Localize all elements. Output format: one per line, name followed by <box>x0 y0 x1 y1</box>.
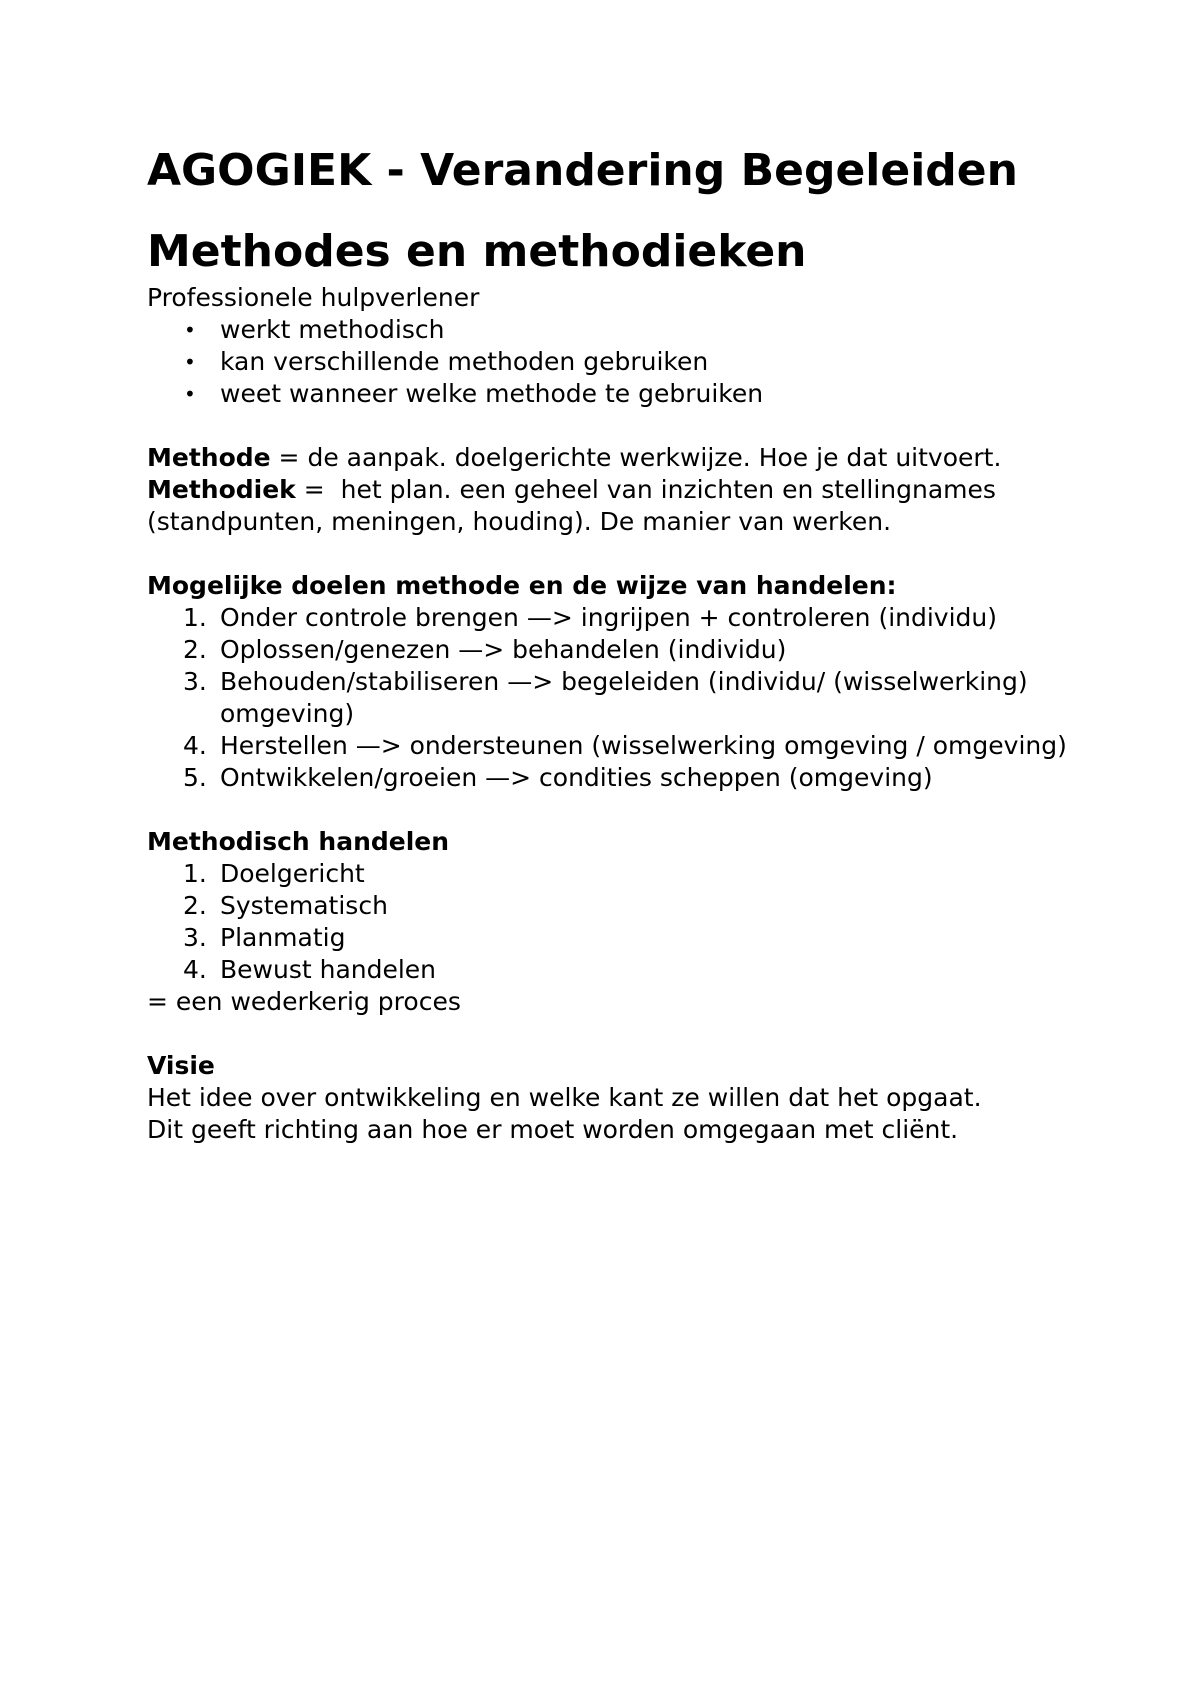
definition-text: = de aanpak. doelgerichte werkwijze. Hoe je dat uitvoert. <box>270 443 1002 472</box>
list-item <box>147 634 1067 666</box>
goals-heading: Mogelijke doelen methode en de wijze van handelen: <box>147 571 897 600</box>
methodical-heading: Methodisch handelen <box>147 827 450 856</box>
list-number: 1. <box>183 603 207 632</box>
list-item <box>147 730 1067 762</box>
list-item-text: werkt methodisch <box>220 315 445 344</box>
methodical-list <box>147 858 1067 986</box>
bullet-icon: • <box>184 318 196 342</box>
list-item-text: Bewust handelen <box>220 955 437 984</box>
methodical-conclusion: = een wederkerig proces <box>147 987 461 1016</box>
spacer <box>147 410 1067 442</box>
bullet-icon: • <box>184 350 196 374</box>
list-number: 3. <box>183 923 207 952</box>
section-title: Methodes en methodieken <box>147 226 807 277</box>
list-item-text: Systematisch <box>220 891 388 920</box>
vision-heading: Visie <box>147 1051 215 1080</box>
intro-text: Professionele hulpverlener <box>147 283 480 312</box>
list-item <box>147 602 1067 634</box>
list-number: 4. <box>183 955 207 984</box>
spacer <box>147 538 1067 570</box>
list-item-text: Doelgericht <box>220 859 365 888</box>
spacer <box>147 794 1067 826</box>
list-item-text: Oplossen/genezen —> behandelen (individu) <box>220 635 787 664</box>
list-number: 3. <box>183 667 207 696</box>
list-item-text: kan verschillende methoden gebruiken <box>220 347 709 376</box>
list-number: 5. <box>183 763 207 792</box>
vision-paragraph: Dit geeft richting aan hoe er moet worden omgegaan met cliënt. <box>147 1115 959 1144</box>
list-number: 1. <box>183 859 207 888</box>
definition-methodiek <box>147 474 1067 538</box>
intro-bullet-list <box>147 314 1067 410</box>
definition-term: Methodiek <box>147 475 296 504</box>
list-item <box>147 762 1067 794</box>
vision-paragraph: Het idee over ontwikkeling en welke kant ze willen dat het opgaat. <box>147 1083 982 1112</box>
list-item-text: Planmatig <box>220 923 346 952</box>
list-item <box>147 378 1067 410</box>
list-number: 4. <box>183 731 207 760</box>
list-item <box>147 346 1067 378</box>
definition-text: = het plan. een geheel van inzichten en stellingnames (standpunten, meningen, houding). De manier van werken. <box>147 475 1004 536</box>
list-number: 2. <box>183 635 207 664</box>
list-item <box>147 922 1067 954</box>
bullet-icon: • <box>184 382 196 406</box>
document-page <box>147 140 1067 1146</box>
definition-methode <box>147 442 1067 474</box>
list-item <box>147 314 1067 346</box>
goals-list <box>147 602 1067 794</box>
list-item-text: Ontwikkelen/groeien —> condities scheppen (omgeving) <box>220 763 933 792</box>
list-item <box>147 666 1067 730</box>
list-item <box>147 954 1067 986</box>
document-title: AGOGIEK - Verandering Begeleiden <box>147 145 1018 196</box>
list-item <box>147 890 1067 922</box>
list-item-text: weet wanneer welke methode te gebruiken <box>220 379 764 408</box>
list-item-text: Onder controle brengen —> ingrijpen + controleren (individu) <box>220 603 998 632</box>
spacer <box>147 1018 1067 1050</box>
list-number: 2. <box>183 891 207 920</box>
list-item-text: Behouden/stabiliseren —> begeleiden (individu/ (wisselwerking) omgeving) <box>220 667 1028 728</box>
list-item-text: Herstellen —> ondersteunen (wisselwerking omgeving / omgeving) <box>220 731 1067 760</box>
list-item <box>147 858 1067 890</box>
definition-term: Methode <box>147 443 271 472</box>
